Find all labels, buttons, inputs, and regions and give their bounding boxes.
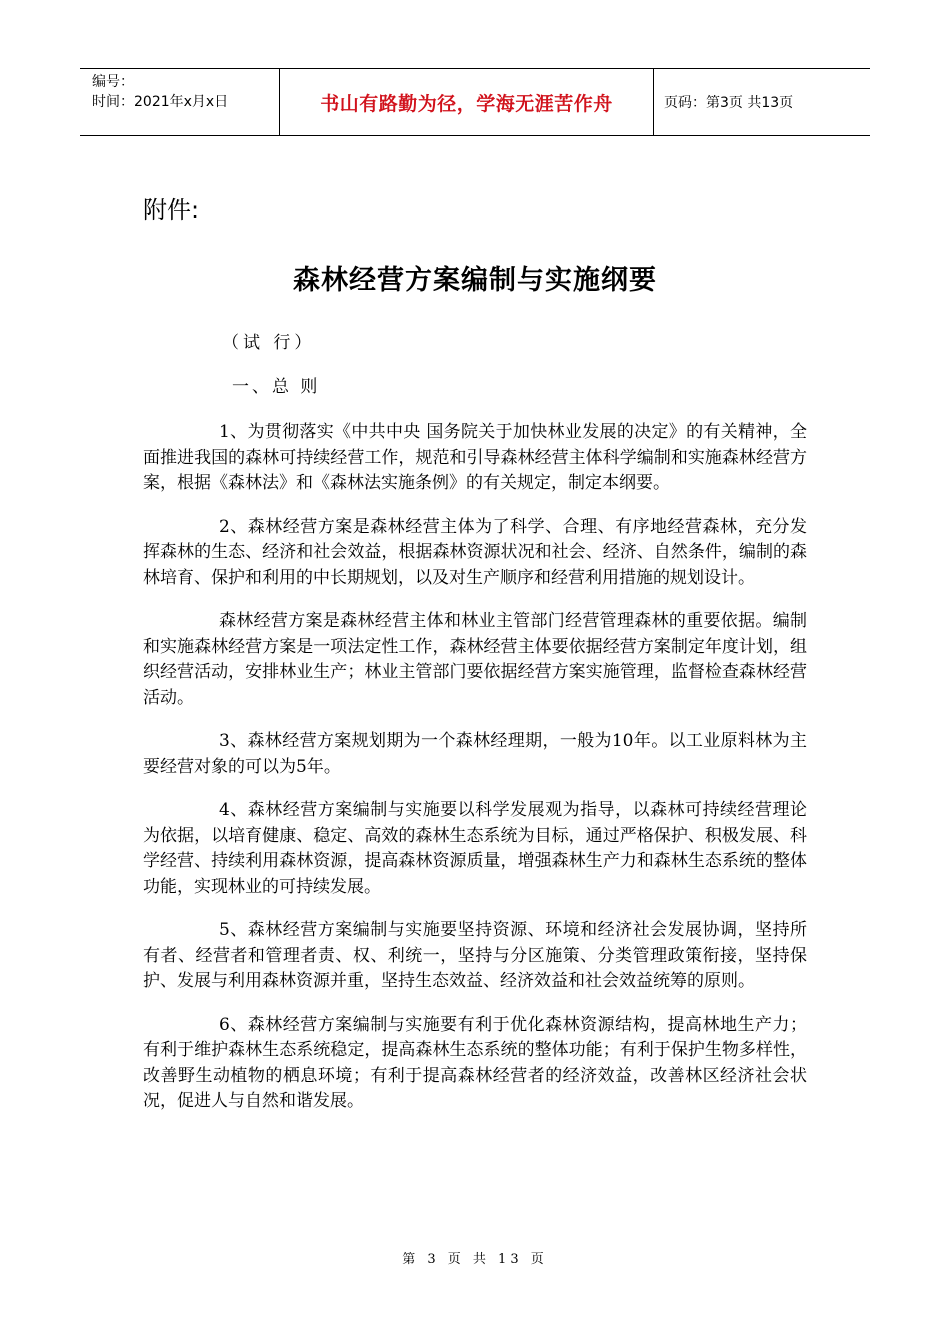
document-date: 时间：2021年x月x日 xyxy=(92,94,229,110)
paragraph: 6、森林经营方案编制与实施要有利于优化森林资源结构，提高林地生产力；有利于维护森林生态系统稳定，提高森林生态系统的整体功能；有利于保护生物多样性，改善野生动植物的栖息环境；有利于提高森林经营者的经济效益，改善林区经济社会状况，促进人与自然和谐发展。 xyxy=(143,1014,807,1111)
section-heading: 一、总 则 xyxy=(232,377,321,397)
paragraph: 4、森林经营方案编制与实施要以科学发展观为指导，以森林可持续经营理论为依据，以培育健康、稳定、高效的森林生态系统为目标，通过严格保护、积极发展、科学经营、持续利用森林资源，提高森林资源质量，增强森林生产力和森林生态系统的整体功能，实现林业的可持续发展。 xyxy=(143,800,807,897)
page-footer: 第 3 页 共 13 页 xyxy=(402,1252,548,1267)
paragraph: 3、森林经营方案规划期为一个森林经理期，一般为10年。以工业原料林为主要经营对象的可以为5年。 xyxy=(143,731,807,777)
document-title: 森林经营方案编制与实施纲要 xyxy=(293,265,657,296)
header-page-info: 页码：第3页 共13页 xyxy=(664,95,794,111)
document-subtitle: （试 行） xyxy=(222,333,316,353)
header-meta-cell xyxy=(80,69,280,135)
attachment-label: 附件: xyxy=(143,196,200,224)
header-motto: 书山有路勤为径，学海无涯苦作舟 xyxy=(280,69,654,135)
document-body xyxy=(143,420,807,1133)
paragraph: 5、森林经营方案编制与实施要坚持资源、环境和经济社会发展协调，坚持所有者、经营者和管理者责、权、利统一，坚持与分区施策、分类管理政策衔接，坚持保护、发展与利用森林资源并重，坚持生态效益、经济效益和社会效益统筹的原则。 xyxy=(143,920,807,991)
paragraph: 森林经营方案是森林经营主体和林业主管部门经营管理森林的重要依据。编制和实施森林经营方案是一项法定性工作，森林经营主体要依据经营方案制定年度计划，组织经营活动，安排林业生产；林业主管部门要依据经营方案实施管理，监督检查森林经营活动。 xyxy=(143,611,807,708)
paragraph: 1、为贯彻落实《中共中央 国务院关于加快林业发展的决定》的有关精神，全面推进我国的森林可持续经营工作，规范和引导森林经营主体科学编制和实施森林经营方案，根据《森林法》和《森林法实施条例》的有关规定，制定本纲要。 xyxy=(143,422,807,493)
paragraph: 2、森林经营方案是森林经营主体为了科学、合理、有序地经营森林，充分发挥森林的生态、经济和社会效益，根据森林资源状况和社会、经济、自然条件，编制的森林培育、保护和利用的中长期规划，以及对生产顺序和经营利用措施的规划设计。 xyxy=(143,516,807,588)
page-header xyxy=(80,68,870,136)
document-number-label: 编号： xyxy=(92,74,134,90)
